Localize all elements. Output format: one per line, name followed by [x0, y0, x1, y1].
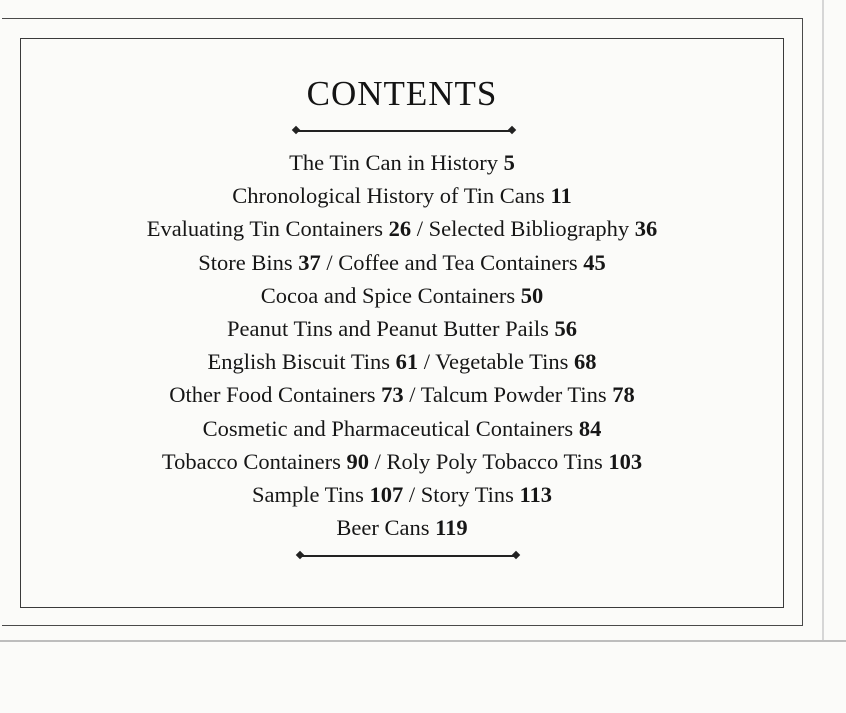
entry-title: Tobacco Containers [161, 448, 347, 474]
contents-entry [20, 412, 784, 445]
entry-title: Beer Cans [336, 515, 436, 541]
page-right-edge [822, 0, 824, 642]
entry-title: The Tin Can in History [289, 150, 504, 175]
entry-title: Cocoa and Spice Containers [260, 282, 521, 308]
page-number: 26 [388, 216, 412, 242]
contents-entry [20, 478, 784, 511]
entry-title: Sample Tins [251, 481, 370, 507]
entry-title: / Story Tins [403, 481, 520, 507]
page-number: 37 [298, 249, 321, 275]
contents-entry [20, 146, 784, 179]
entry-title: / Talcum Powder Tins [403, 382, 613, 408]
entry-title: English Biscuit Tins [207, 349, 396, 375]
entry-title: / Roly Poly Tobacco Tins [369, 448, 609, 474]
entry-title: Cosmetic and Pharmaceutical Containers [202, 415, 579, 441]
page-number: 5 [503, 150, 515, 175]
bottom-ornamental-rule [300, 555, 516, 557]
entry-title: Evaluating Tin Containers [146, 216, 389, 242]
contents-entry [20, 179, 784, 212]
contents-entry [20, 445, 784, 478]
page-number: 61 [395, 349, 419, 375]
page-number: 45 [583, 249, 606, 275]
page-number: 119 [435, 515, 468, 541]
contents-entry [20, 312, 784, 345]
entry-title: / Selected Bibliography [411, 216, 635, 242]
contents-entry [20, 345, 784, 378]
entry-title: / Coffee and Tea Containers [320, 249, 584, 275]
page-number: 113 [519, 481, 553, 507]
contents-entry [20, 511, 784, 544]
contents-entry [20, 279, 784, 312]
page-bottom-edge [0, 640, 846, 642]
page-number: 78 [612, 382, 635, 408]
page-number: 50 [520, 282, 544, 308]
page-number: 56 [554, 315, 577, 341]
page-title: CONTENTS [306, 74, 498, 113]
top-ornamental-rule [296, 130, 512, 132]
contents-list [20, 146, 784, 544]
entry-title: Store Bins [198, 249, 299, 275]
page-number: 84 [578, 415, 602, 441]
contents-entry [20, 378, 784, 411]
contents-entry [20, 246, 784, 279]
page-number: 36 [634, 216, 658, 242]
page-number: 68 [574, 349, 597, 375]
page-number: 73 [381, 382, 404, 408]
page-number: 103 [608, 448, 643, 474]
entry-title: Peanut Tins and Peanut Butter Pails [226, 315, 555, 341]
entry-title: Other Food Containers [169, 382, 382, 408]
page-number: 11 [550, 183, 572, 209]
page-number: 107 [369, 481, 404, 507]
entry-title: / Vegetable Tins [418, 349, 575, 375]
page-number: 90 [346, 448, 370, 474]
contents-entry [20, 212, 784, 245]
entry-title: Chronological History of Tin Cans [232, 183, 551, 209]
